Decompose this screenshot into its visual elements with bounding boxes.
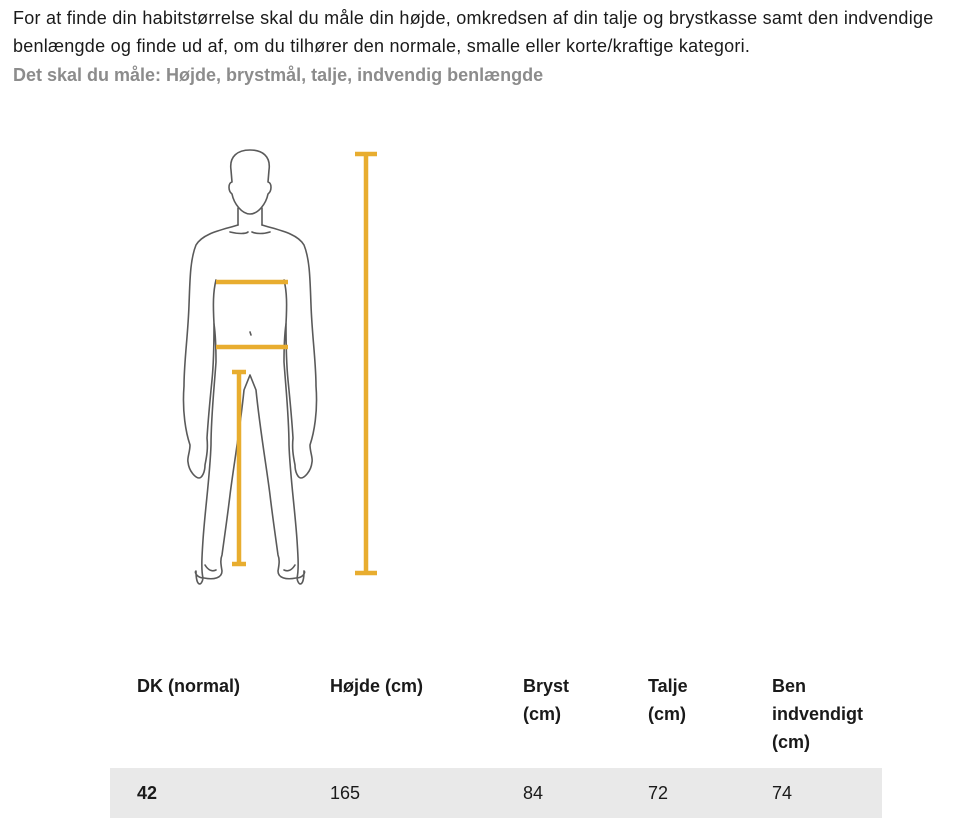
intro-text: For at finde din habitstørrelse skal du måle din højde, omkredsen af din talje og brystkasse samt den indvendige benlængde og finde ud af, om du tilhører den normale, smalle eller korte/kraftige kategori.	[13, 8, 934, 56]
cell-bryst: 84	[523, 768, 648, 818]
table-row	[110, 768, 882, 818]
cell-ben: 74	[772, 768, 882, 818]
cell-talje: 72	[648, 768, 772, 818]
measure-subheading: Det skal du måle: Højde, brystmål, talje, indvendig benlængde	[13, 65, 544, 85]
header-talje-label: Talje (cm)	[648, 676, 688, 724]
header-bryst	[523, 668, 648, 768]
figure-body-outline	[183, 225, 316, 584]
figure-head	[229, 150, 271, 214]
header-dk-normal: DK (normal)	[137, 676, 240, 696]
cell-size: 42	[110, 768, 330, 818]
size-table	[110, 668, 882, 818]
header-ben-indvendigt	[772, 668, 882, 768]
header-hojde: Højde (cm)	[330, 676, 424, 696]
size-table-header	[110, 668, 882, 768]
header-bryst-label: Bryst (cm)	[523, 676, 570, 724]
cell-hojde: 165	[330, 768, 523, 818]
body-measurement-figure	[0, 100, 960, 640]
header-ben-label: Ben indvendigt (cm)	[772, 676, 863, 752]
body-figure-icon	[0, 100, 960, 640]
header-talje	[648, 668, 772, 768]
